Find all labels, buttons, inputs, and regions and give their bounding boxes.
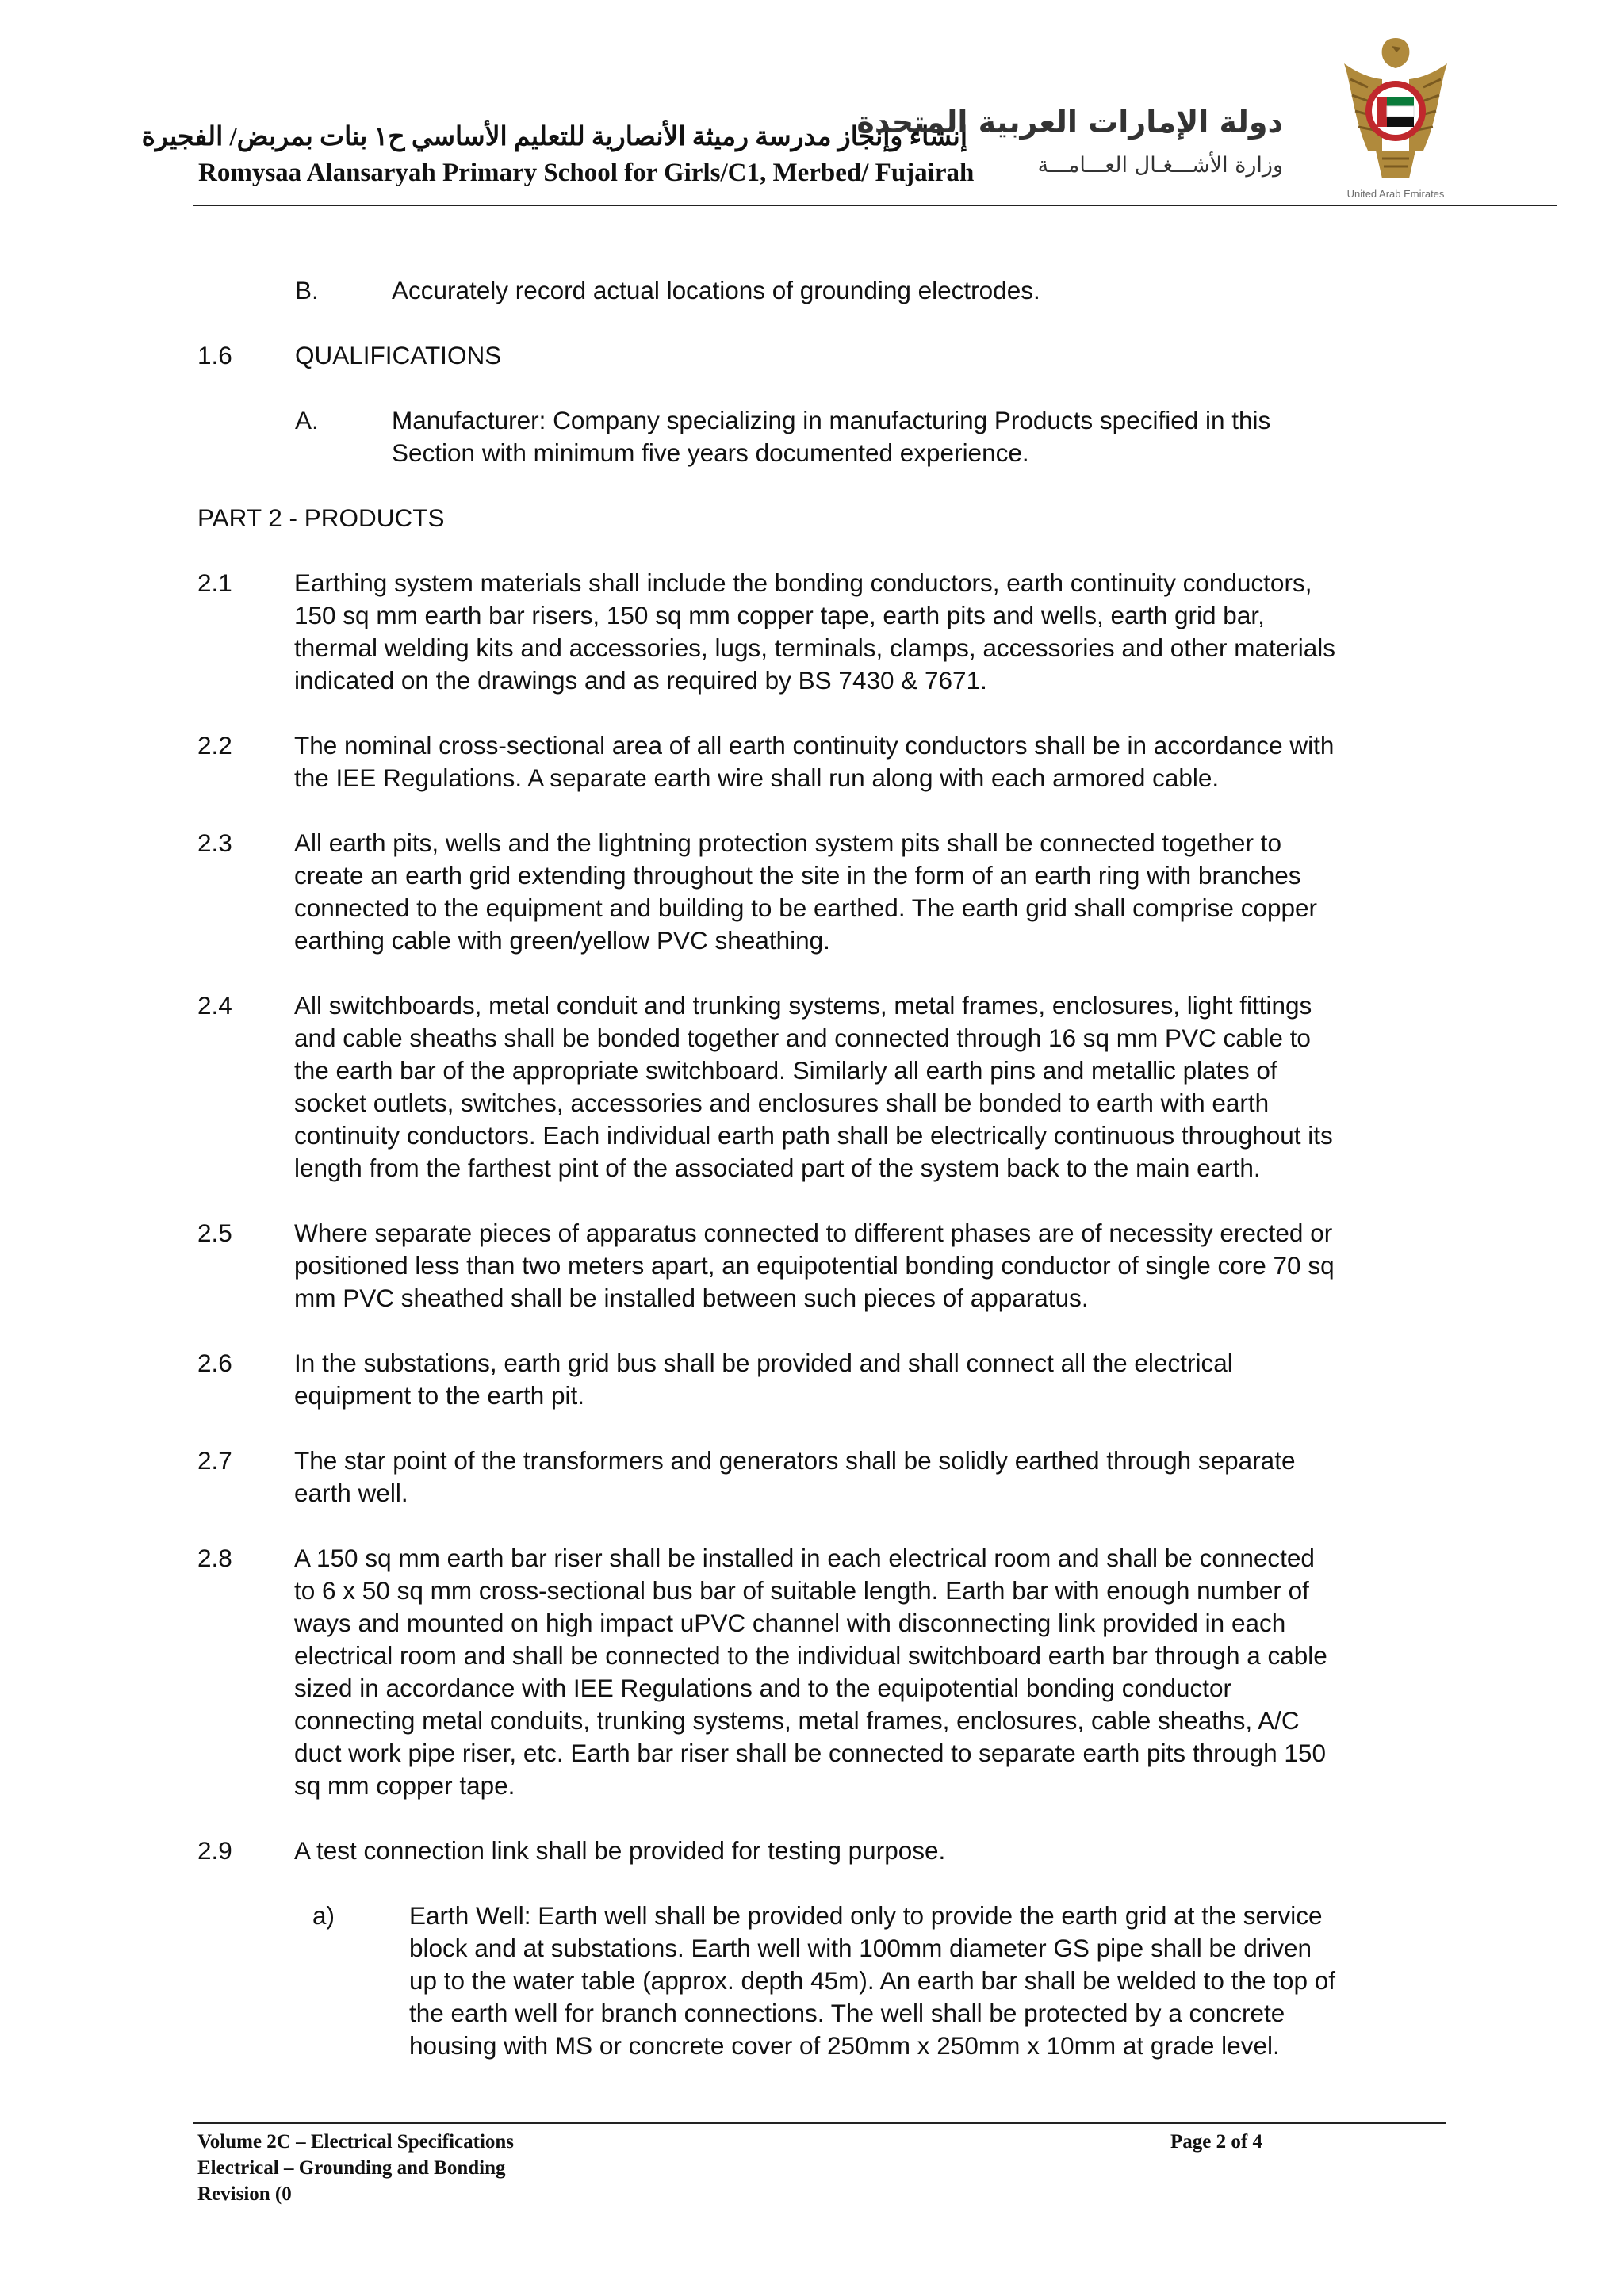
footer-revision: Revision (0 [197,2183,292,2205]
sub-item-a-line: block and at substations. Earth well with 100mm diameter GS pipe shall be driven [409,1934,1312,1962]
clause-line: In the substations, earth grid bus shall be provided and shall connect all the electrical [294,1349,1233,1377]
clause-line: ways and mounted on high impact uPVC channel with disconnecting link provided in each [294,1609,1286,1637]
item-b-label: B. [295,276,319,304]
clause-number: 2.9 [197,1836,232,1865]
clause-line: create an earth grid extending throughout the site in the form of an earth ring with branches [294,861,1301,890]
clause-line: All switchboards, metal conduit and trunking systems, metal frames, enclosures, light fittings [294,991,1312,1020]
ministry-logo-line1: دولة الإمارات العربية المتحدة [856,105,1283,140]
footer-volume: Volume 2C – Electrical Specifications [197,2131,515,2152]
clause-number: 2.4 [197,991,232,1020]
clause-number: 2.3 [197,828,232,857]
clause-line: the IEE Regulations. A separate earth wire shall run along with each armored cable. [294,763,1220,792]
clause-number: 2.5 [197,1219,232,1247]
footer-page-number: Page 2 of 4 [1170,2131,1262,2152]
item-a-line: Manufacturer: Company specializing in manufacturing Products specified in this [392,406,1271,434]
clause-number: 2.2 [197,731,232,760]
item-a-label: A. [295,406,319,434]
clause-line: to 6 x 50 sq mm cross-sectional bus bar of suitable length. Earth bar with enough number of [294,1576,1309,1605]
clause-line: Where separate pieces of apparatus connected to different phases are of necessity erected or [294,1219,1333,1247]
clause-line: indicated on the drawings and as required by BS 7430 & 7671. [294,666,987,695]
section-1-6-title: QUALIFICATIONS [295,341,502,369]
clause-line: the earth bar of the appropriate switchboard. Similarly all earth pins and metallic plates of [294,1056,1277,1085]
clause-number: 2.7 [197,1446,232,1475]
clause-line: connected to the equipment and building to be earthed. The earth grid shall comprise copper [294,894,1318,922]
clause-line: sq mm copper tape. [294,1771,515,1800]
clause-line: Earthing system materials shall include the bonding conductors, earth continuity conductors, [294,568,1312,597]
clause-line: and cable sheaths shall be bonded together and connected through 16 sq mm PVC cable to [294,1024,1311,1052]
clause-line: socket outlets, switches, accessories and enclosures shall be bonded to earth with earth [294,1089,1270,1117]
ministry-logo [856,83,1285,186]
clause-line: positioned less than two meters apart, an equipotential bonding conductor of single core 70 sq [294,1251,1335,1280]
footer-divider [193,2122,1446,2124]
header-english-title: Romysaa Alansaryah Primary School for Girls/C1, Merbed/ Fujairah [198,159,975,187]
sub-item-a-line: Earth Well: Earth well shall be provided only to provide the earth grid at the service [409,1901,1323,1930]
clause-line: A test connection link shall be provided for testing purpose. [294,1836,946,1865]
clause-line: length from the farthest pint of the associated part of the system back to the main earth. [294,1154,1261,1182]
clause-line: All earth pits, wells and the lightning protection system pits shall be connected together to [294,828,1281,857]
clause-line: electrical room and shall be connected to the individual switchboard earth bar through a cable [294,1641,1327,1670]
clause-line: The nominal cross-sectional area of all earth continuity conductors shall be in accordance with [294,731,1335,760]
sub-item-a-line: up to the water table (approx. depth 45m). An earth bar shall be welded to the top of [409,1966,1335,1995]
clause-line: earthing cable with green/yellow PVC sheathing. [294,926,830,955]
ministry-logo-line2: وزارة الأشـــغـال العـــامـــة [1037,153,1283,178]
clause-line: equipment to the earth pit. [294,1381,584,1410]
part-2-heading: PART 2 - PRODUCTS [197,503,445,532]
clause-number: 2.6 [197,1349,232,1377]
clause-line: 150 sq mm earth bar risers, 150 sq mm copper tape, earth pits and wells, earth grid bar, [294,601,1265,629]
uae-emblem [1336,32,1455,190]
sub-item-a-label: a) [312,1901,335,1930]
clause-line: The star point of the transformers and generators shall be solidly earthed through separate [294,1446,1296,1475]
clause-line: sized in accordance with IEE Regulations and to the equipotential bonding conductor [294,1674,1232,1702]
clause-line: A 150 sq mm earth bar riser shall be installed in each electrical room and shall be connected [294,1544,1315,1572]
clause-line: thermal welding kits and accessories, lugs, terminals, clamps, accessories and other materials [294,633,1336,662]
sub-item-a-line: housing with MS or concrete cover of 250mm x 250mm x 10mm at grade level. [409,2031,1280,2060]
item-a-line: Section with minimum five years documented experience. [392,438,1029,467]
sub-item-a-line: the earth well for branch connections. The well shall be protected by a concrete [409,1999,1285,2027]
clause-number: 2.8 [197,1544,232,1572]
emblem-caption: United Arab Emirates [1346,188,1445,200]
clause-line: mm PVC sheathed shall be installed between such pieces of apparatus. [294,1284,1089,1312]
clause-line: duct work pipe riser, etc. Earth bar riser shall be connected to separate earth pits through 150 [294,1739,1326,1767]
footer-section: Electrical – Grounding and Bonding [197,2157,506,2179]
section-1-6-number: 1.6 [197,341,232,369]
clause-line: continuity conductors. Each individual earth path shall be electrically continuous throughout its [294,1121,1333,1150]
clause-number: 2.1 [197,568,232,597]
clause-line: connecting metal conduits, trunking systems, metal frames, enclosures, cable sheaths, A/C [294,1706,1300,1735]
item-b-text: Accurately record actual locations of grounding electrodes. [392,276,1040,304]
clause-line: earth well. [294,1479,408,1507]
header-divider [193,205,1557,206]
header-arabic-title: إنشاء وإنجاز مدرسة رميثة الأنصارية للتعليم الأساسي ح١ بنات بمربض/ الفجيرة [141,123,967,151]
